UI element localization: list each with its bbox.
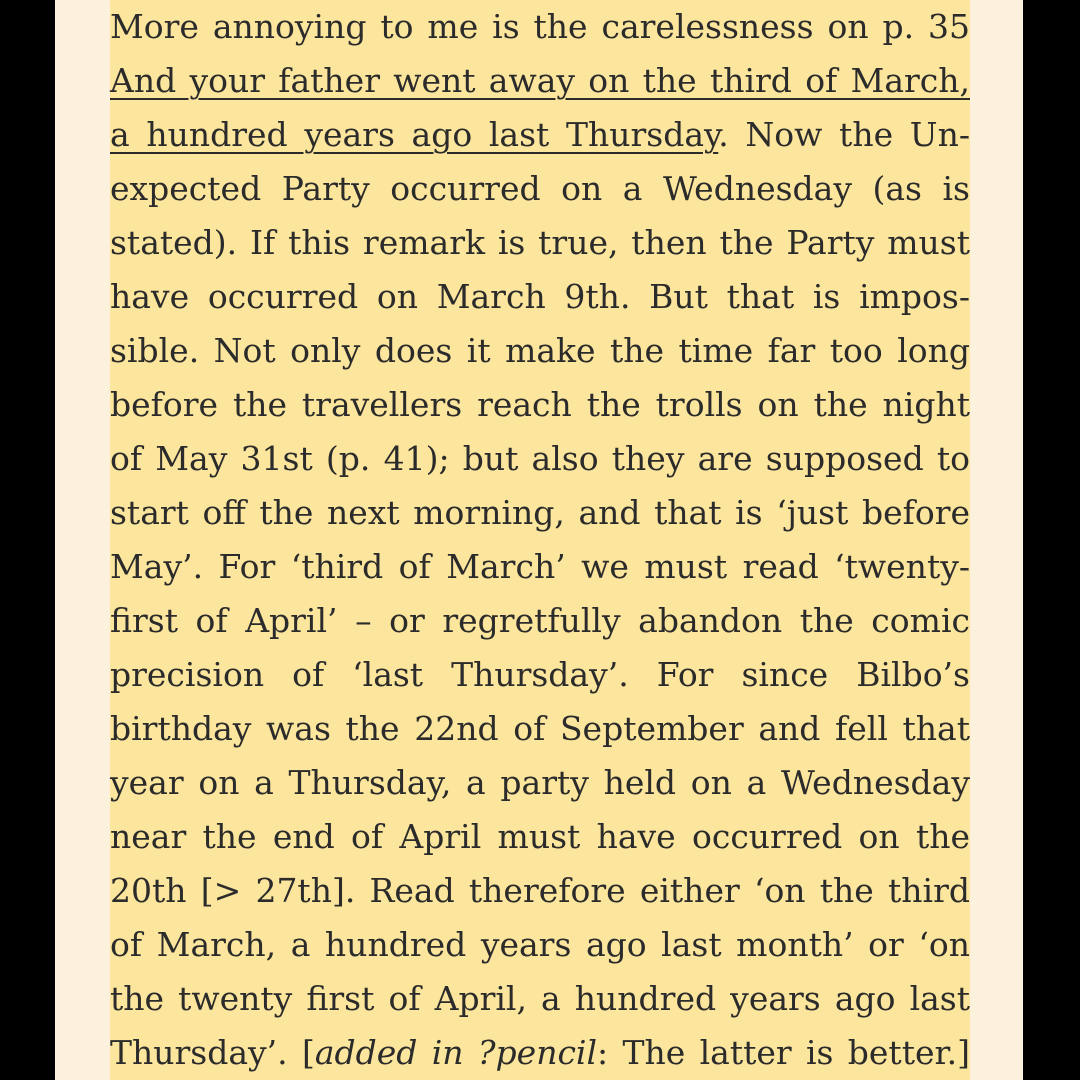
page-background (55, 0, 1023, 1080)
text-line-17: 20th [> 27th]. Read therefore either ‘on the third (110, 871, 970, 910)
text-line-6: have occurred on March 9th. But that is impos- (110, 277, 970, 316)
underlined-quote: a hundred years ago last Thursday (110, 115, 719, 154)
text-line-14: birthday was the 22nd of September and fell that (110, 709, 970, 748)
text-line-16: near the end of April must have occurred on the (110, 817, 970, 856)
text-line-5: stated). If this remark is true, then the Party must (110, 223, 970, 262)
text-line-13: precision of ‘last Thursday’. For since Bilbo’s (110, 655, 970, 694)
text-line-20: Thursday’. [added in ?pencil: The latter is better.] (110, 1033, 970, 1072)
text-line-19: the twenty first of April, a hundred years ago last (110, 979, 970, 1018)
text-line-11: May’. For ‘third of March’ we must read ‘twenty- (110, 547, 970, 586)
text-line-15: year on a Thursday, a party held on a Wednesday (110, 763, 970, 802)
text-line-18: of March, a hundred years ago last month’ or ‘on (110, 925, 970, 964)
text-line-3: a hundred years ago last Thursday. Now the Un- (110, 115, 970, 154)
text-line-8: before the travellers reach the trolls on the night (110, 385, 970, 424)
text-line-12: first of April’ – or regretfully abandon the comic (110, 601, 970, 640)
text-line-1: More annoying to me is the carelessness on p. 35 (110, 7, 970, 46)
text-line-10: start off the next morning, and that is ‘just before (110, 493, 970, 532)
underlined-quote: And your father went away on the third of March, (110, 61, 970, 100)
highlighted-text-block (110, 0, 970, 1080)
pencil-annotation: added in ?pencil (314, 1033, 598, 1072)
text-line-2 (110, 54, 970, 108)
text-line-7: sible. Not only does it make the time far too long (110, 331, 970, 370)
text-line-4: expected Party occurred on a Wednesday (as is (110, 169, 970, 208)
text-line-9: of May 31st (p. 41); but also they are supposed to (110, 439, 970, 478)
